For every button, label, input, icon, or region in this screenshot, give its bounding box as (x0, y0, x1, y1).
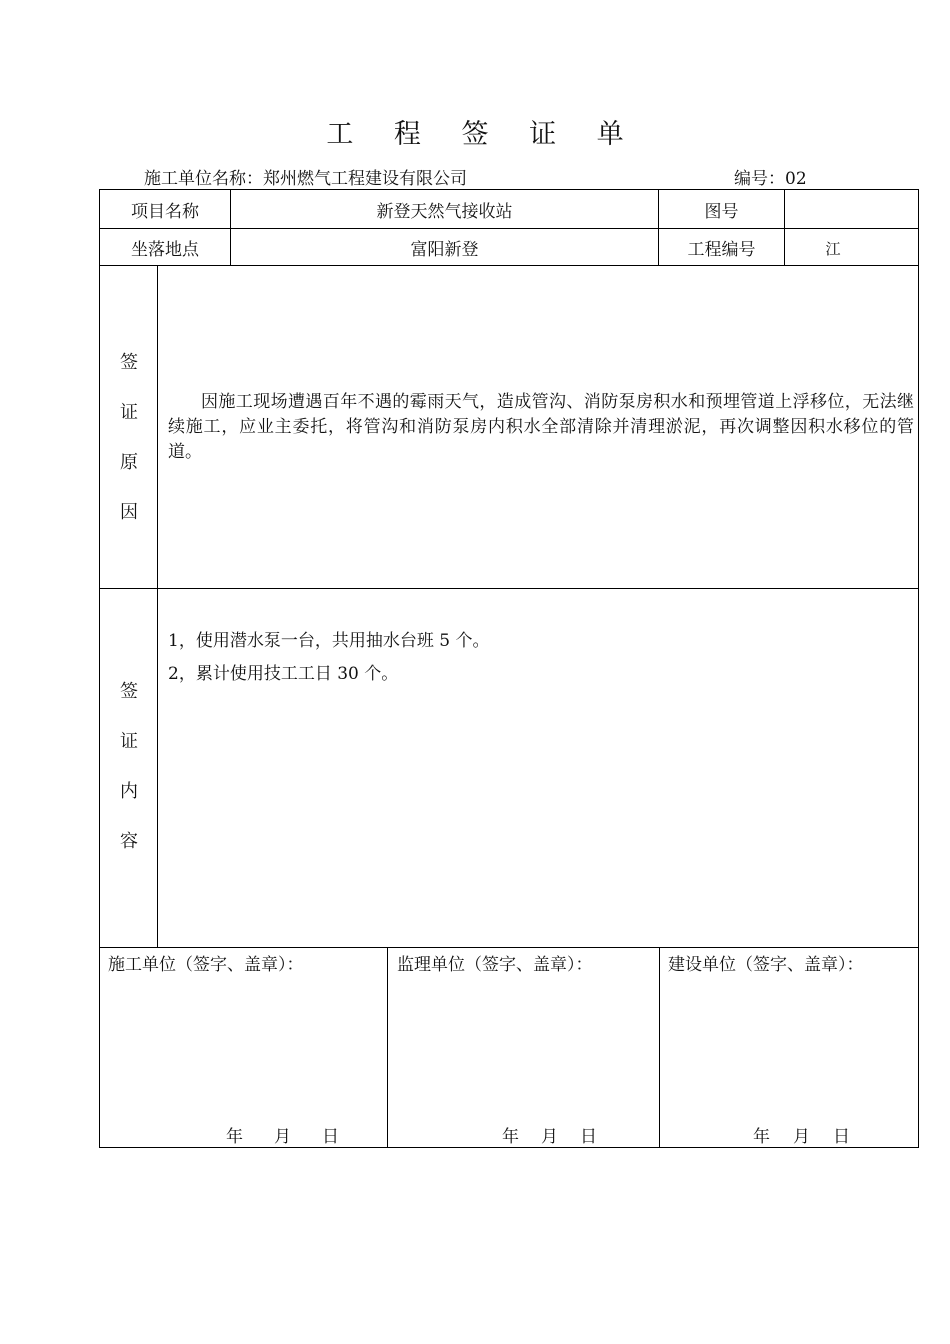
content-item: 2，累计使用技工工日 30 个。 (168, 664, 399, 684)
col-divider (157, 265, 158, 948)
content-item: 1，使用潜水泵一台，共用抽水台班 5 个。 (168, 631, 490, 651)
date-month: 月 (274, 1127, 291, 1147)
content-label-char: 容 (120, 831, 138, 852)
project-no-label: 工程编号 (687, 239, 756, 260)
reason-label-char: 证 (120, 402, 138, 423)
content-label (101, 667, 157, 867)
owner-date (753, 1122, 850, 1147)
reason-label (101, 338, 157, 538)
document-number: 编号：02 (734, 169, 807, 189)
table-border-right (918, 189, 919, 1148)
reason-label-char: 因 (120, 502, 138, 523)
location-label: 坐落地点 (131, 239, 199, 260)
date-month: 月 (541, 1127, 558, 1147)
table-border-left (99, 189, 100, 1148)
date-year: 年 (753, 1127, 770, 1147)
date-year: 年 (226, 1127, 243, 1147)
project-name-label: 项目名称 (131, 201, 199, 222)
reason-label-char: 原 (120, 452, 138, 473)
page-title: 工 程 签 证 单 (326, 119, 640, 150)
project-name-value: 新登天然气接收站 (376, 201, 513, 222)
content-label-char: 签 (120, 681, 138, 702)
date-day: 日 (580, 1127, 597, 1147)
row-divider (99, 947, 919, 948)
supervision-signature-label: 监理单位（签字、盖章）： (397, 955, 593, 975)
construction-unit-name: 施工单位名称：郑州燃气工程建设有限公司 (144, 169, 467, 189)
row-divider (99, 588, 919, 589)
date-month: 月 (793, 1127, 810, 1147)
date-year: 年 (502, 1127, 519, 1147)
date-day: 日 (833, 1127, 850, 1147)
col-divider (659, 947, 660, 1148)
supervision-date (502, 1122, 597, 1147)
project-no-value: 江 (825, 239, 841, 258)
date-day: 日 (322, 1127, 339, 1147)
construction-date (226, 1122, 339, 1147)
reason-label-char: 签 (120, 352, 138, 373)
col-divider (387, 947, 388, 1148)
drawing-no-label: 图号 (704, 201, 739, 222)
content-list (168, 625, 489, 691)
content-label-char: 内 (120, 781, 138, 802)
owner-signature-label: 建设单位（签字、盖章）： (668, 955, 864, 975)
table-border-bottom (99, 1147, 919, 1148)
location-value: 富阳新登 (410, 239, 479, 260)
construction-signature-label: 施工单位（签字、盖章）： (108, 955, 304, 975)
drawing-no-value (785, 190, 918, 228)
reason-text: 因施工现场遭遇百年不遇的霉雨天气，造成管沟、消防泵房积水和预埋管道上浮移位，无法继续施工，应业主委托，将管沟和消防泵房内积水全部清除并清理淤泥，再次调整因积水移位的管道。 (168, 392, 914, 462)
content-label-char: 证 (120, 731, 138, 752)
